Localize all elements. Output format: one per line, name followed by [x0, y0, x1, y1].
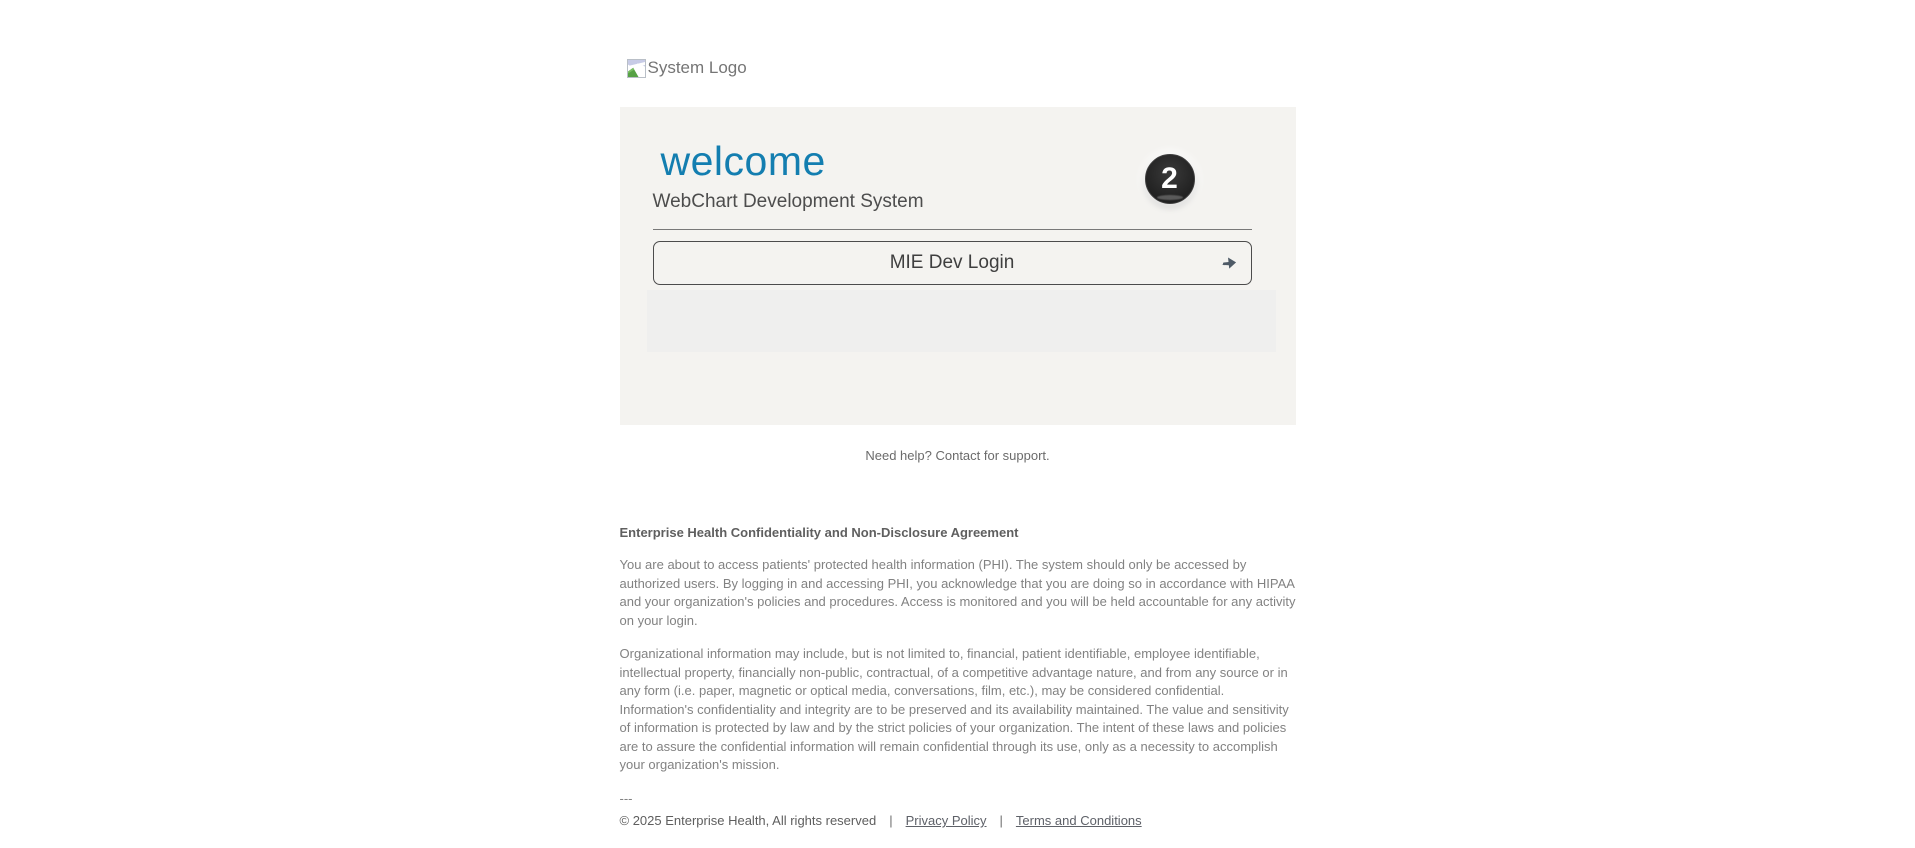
agreement-section — [620, 525, 1296, 808]
mie-dev-login-label: MIE Dev Login — [889, 252, 1015, 273]
copyright-text: © 2025 Enterprise Health, All rights reserved — [619, 813, 877, 828]
agreement-paragraph-1: You are about to access patients' protected health information (PHI). The system should only be accessed by authorized users. By logging in and accessing PHI, you acknowledge that you are doing so in accordance with HIPAA and your organization's policies and procedures. Access is monitored and you will be held accountable for any activity on your login. — [619, 557, 1296, 628]
system-name: WebChart Development System — [652, 191, 924, 212]
agreement-paragraph-2: Organizational information may include, but is not limited to, financial, patient identifiable, employee identifiable, intellectual property, financially non-public, contractual, of a competitive advantage nature, and from any source or in any form (i.e. paper, magnetic or optical media, conversations, film, etc.), may be considered confidential. Information's confidentiality and integrity are to be preserved and its availability maintained. The value and sensitivity of information is protected by law and by the strict policies of your organization. The intent of these laws and policies are to assure the confidential information will remain confidential through its use, only as a necessity to accomplish your organization's mission. — [619, 646, 1289, 772]
system-logo — [627, 0, 1296, 80]
arrow-right-icon — [1219, 253, 1239, 273]
help-text: Need help? Contact for support. — [865, 448, 1050, 463]
annotation-badge-2: 2 — [1145, 154, 1195, 204]
agreement-divider-dashes: --- — [619, 790, 633, 806]
collapsed-panel — [647, 290, 1276, 352]
content-column — [620, 0, 1296, 829]
welcome-heading: welcome — [660, 138, 826, 184]
footer-separator: | — [889, 813, 893, 828]
broken-image-icon — [627, 58, 646, 83]
privacy-policy-link[interactable]: Privacy Policy — [905, 813, 987, 828]
mie-dev-login-button[interactable] — [653, 241, 1252, 285]
footer-separator: | — [999, 813, 1003, 828]
login-card — [620, 107, 1296, 425]
terms-and-conditions-link[interactable]: Terms and Conditions — [1015, 813, 1142, 828]
agreement-heading: Enterprise Health Confidentiality and Non-Disclosure Agreement — [619, 525, 1019, 540]
separator-line — [653, 229, 1252, 230]
footer — [620, 813, 1296, 829]
system-logo-alt-text: System Logo — [647, 58, 747, 77]
